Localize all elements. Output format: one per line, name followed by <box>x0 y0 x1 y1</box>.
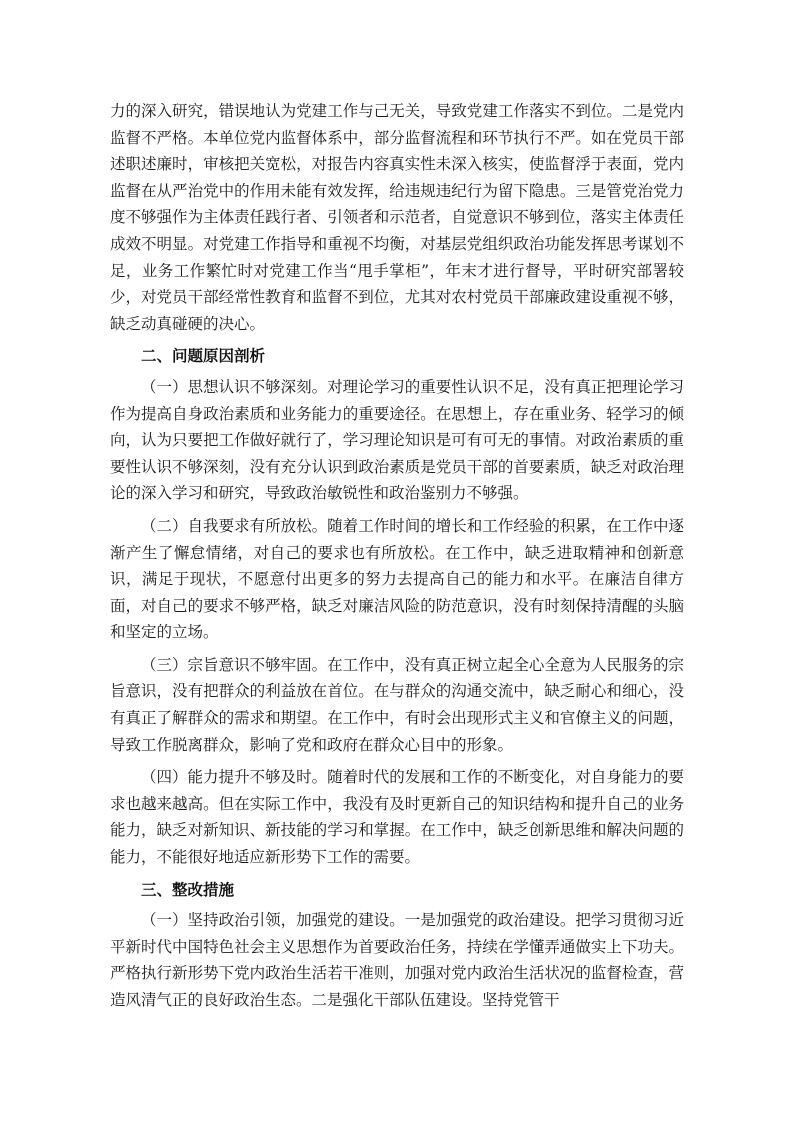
paragraph-political-leadership: （一）坚持政治引领，加强党的建设。一是加强党的政治建设。把学习贯彻习近平新时代中国特色社会主义思想作为首要政治任务，持续在学懂弄通做实上下功夫。严格执行新形势下党内政治生活若干准则，加强对党内政治生活状况的监督检查，营造风清气正的良好政治生态。二是强化干部队伍建设。坚持党管干 <box>110 911 684 1009</box>
document-body <box>110 98 684 1014</box>
paragraph-purpose-awareness: （三）宗旨意识不够牢固。在工作中，没有真正树立起全心全意为人民服务的宗旨意识，没有把群众的利益放在首位。在与群众的沟通交流中，缺乏耐心和细心，没有真正了解群众的需求和期望。在工作中，有时会出现形式主义和官僚主义的问题，导致工作脱离群众，影响了党和政府在群众心目中的形象。 <box>110 655 684 754</box>
section-heading-cause-analysis: 二、问题原因剖析 <box>141 347 266 366</box>
section-heading-rectification: 三、整改措施 <box>141 880 235 899</box>
paragraph-ability-improvement: （四）能力提升不够及时。随着时代的发展和工作的不断变化，对自身能力的要求也越来越高。但在实际工作中，我没有及时更新自己的知识结构和提升自己的业务能力，缺乏对新知识、新技能的学习和掌握。在工作中，缺乏创新思维和解决问题的能力，不能很好地适应新形势下工作的需要。 <box>110 768 684 867</box>
paragraph-continued: 力的深入研究，错误地认为党建工作与己无关，导致党建工作落实不到位。二是党内监督不严格。本单位党内监督体系中，部分监督流程和环节执行不严。如在党员干部述职述廉时，审核把关宽松，对报告内容真实性未深入核实，使监督浮于表面，党内监督在从严治党中的作用未能有效发挥，给违规违纪行为留下隐患。三是管党治党力度不够强作为主体责任践行者、引领者和示范者，自觉意识不够到位，落实主体责任成效不明显。对党建工作指导和重视不均衡，对基层党组织政治功能发挥思考谋划不足，业务工作繁忙时对党建工作当“甩手掌柜”，年末才进行督导，平时研究部署较少，对党员干部经常性教育和监督不到位，尤其对农村党员干部廉政建设重视不够，缺乏动真碰硬的决心。 <box>110 102 684 333</box>
paragraph-self-requirement: （二）自我要求有所放松。随着工作时间的增长和工作经验的积累，在工作中逐渐产生了懈怠情绪，对自己的要求也有所放松。在工作中，缺乏进取精神和创新意识，满足于现状，不愿意付出更多的努力去提高自己的能力和水平。在廉洁自律方面，对自己的要求不够严格，缺乏对廉洁风险的防范意识，没有时刻保持清醒的头脑和坚定的立场。 <box>110 516 684 642</box>
paragraph-thinking: （一）思想认识不够深刻。对理论学习的重要性认识不足，没有真正把理论学习作为提高自身政治素质和业务能力的重要途径。在思想上，存在重业务、轻学习的倾向，认为只要把工作做好就行了，学习理论知识是可有可无的事情。对政治素质的重要性认识不够深刻，没有充分认识到政治素质是党员干部的首要素质，缺乏对政治理论的深入学习和研究，导致政治敏锐性和政治鉴别力不够强。 <box>110 377 684 503</box>
